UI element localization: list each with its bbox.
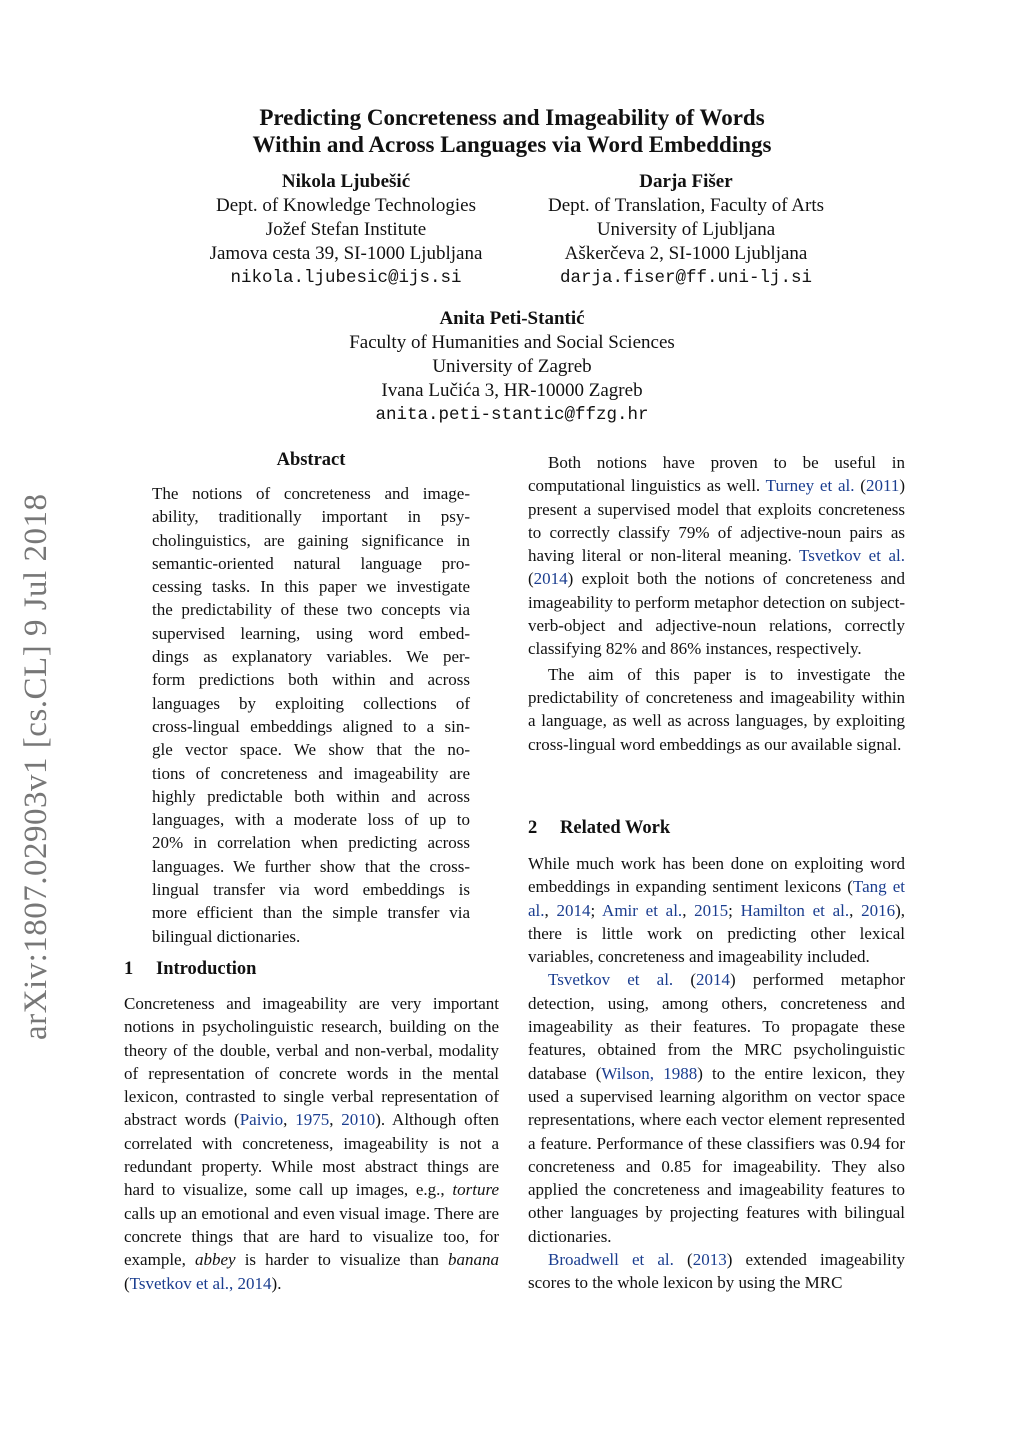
author-block-2 xyxy=(522,170,850,290)
citation-link[interactable]: 2015 xyxy=(694,900,729,920)
abstract-body xyxy=(152,482,470,948)
section-title: Introduction xyxy=(156,959,257,979)
abstract-line: The notions of concreteness and image- xyxy=(152,484,470,503)
related-work-body xyxy=(528,852,905,1295)
abstract-line: tions of concreteness and imageability are xyxy=(152,763,470,783)
right-column-intro xyxy=(528,451,905,756)
abstract-line: languages, with a moderate loss of up to xyxy=(152,810,470,830)
citation-link[interactable]: 2014 xyxy=(533,569,568,589)
abstract-line: semantic-oriented natural language pro- xyxy=(152,553,470,573)
citation-link[interactable]: Tang et al. xyxy=(528,877,905,920)
abstract-line: cessing tasks. In this paper we investigate xyxy=(152,577,470,597)
section-number: 2 xyxy=(528,818,538,838)
citation-link[interactable]: 2010 xyxy=(341,1110,376,1130)
abstract-line: bilingual dictionaries. xyxy=(152,926,301,946)
paragraph: Broadwell et al. (2013) extended imageability scores to the whole lexicon by using the MRC xyxy=(528,1250,905,1293)
title-line-1: Predicting Concreteness and Imageability of Words xyxy=(259,105,765,130)
paragraph: Tsvetkov et al. (2014) performed metaphor detection, using, among others, concreteness and imageability as their features. To propagate these features, obtained from the MRC psycholinguistic database (Wilson, 1988) to the entire lexicon, they used a supervised learning algorithm on vector space representations, where each vector element represented a feature. Performance of these classifiers was 0.94 for concreteness and 0.85 for imageability. They also applied the concreteness and imageability features to other languages by projecting features with bilingual dictionaries. xyxy=(528,970,905,1246)
abstract-line: the predictability of these two concepts via xyxy=(152,600,470,620)
paragraph: Both notions have proven to be useful in computational linguistics as well. Turney et al. (2011) present a supervised model that exploits concreteness to correctly classify 79% of adjective-noun pairs as having literal or non-literal meaning. Tsvetkov et al. (2014) exploit both the notions of concreteness and imageability to perform metaphor detection on subject-verb-object and adjective-noun relations, correctly classifying 82% and 86% instances, respectively. xyxy=(528,453,905,659)
author-address: Ivana Lučića 3, HR-10000 Zagreb xyxy=(381,380,643,401)
paragraph: The aim of this paper is to investigate the predictability of concreteness and imageability within a language, as well as across languages, by exploiting cross-lingual word embeddings as our available signal. xyxy=(528,664,905,754)
section-heading-related-work xyxy=(528,816,670,840)
section-number: 1 xyxy=(124,959,134,979)
citation-link[interactable]: 2014 xyxy=(556,900,591,920)
abstract-line: cross-lingual embeddings aligned to a sin- xyxy=(152,716,470,736)
citation-link[interactable]: Hamilton et al. xyxy=(740,900,850,920)
author-affiliation: Faculty of Humanities and Social Sciences xyxy=(349,332,675,353)
author-name: Darja Fišer xyxy=(639,171,733,192)
citation-link[interactable]: 1975 xyxy=(295,1110,330,1130)
abstract-line: gle vector space. We show that the no- xyxy=(152,740,470,760)
abstract-line: cholinguistics, are gaining significance in xyxy=(152,530,470,550)
abstract-line: dings as explanatory variables. We per- xyxy=(152,647,470,667)
abstract-line: 20% in correlation when predicting across xyxy=(152,833,470,853)
citation-link[interactable]: Tsvetkov et al., 2014 xyxy=(129,1273,272,1293)
abstract-line: more efficient than the simple transfer via xyxy=(152,903,470,923)
author-email[interactable]: nikola.ljubesic@ijs.si xyxy=(230,268,462,288)
abstract-line: form predictions both within and across xyxy=(152,670,470,690)
author-email[interactable]: anita.peti-stantic@ffzg.hr xyxy=(375,405,649,425)
author-address: Aškerčeva 2, SI-1000 Ljubljana xyxy=(564,243,808,264)
author-affiliation: Dept. of Translation, Faculty of Arts xyxy=(547,195,825,216)
introduction-paragraph: Concreteness and imageability are very important notions in psycholinguistic research, building on the theory of the double, verbal and non-verbal, modality of representation of concrete words in the mental lexicon, contrasted to single verbal representation of abstract words (Paivio, 1975, 2010). Although often correlated with concreteness, imageability is not a redundant property. While most abstract things are hard to visualize, some call up images, e.g., torture calls up an emotional and even visual image. There are concrete things that are hard to visualize too, for example, abbey is harder to visualize than banana (Tsvetkov et al., 2014). xyxy=(124,994,500,1293)
author-email[interactable]: darja.fiser@ff.uni-lj.si xyxy=(559,268,813,288)
abstract-line: languages. We further show that the cross- xyxy=(152,856,470,876)
author-affiliation: University of Zagreb xyxy=(432,356,592,377)
citation-link[interactable]: Paivio xyxy=(239,1110,284,1130)
citation-link[interactable]: Turney et al. xyxy=(765,476,855,496)
paragraph: While much work has been done on exploiting word embeddings in expanding sentiment lexicons (Tang et al., 2014; Amir et al., 2015; Hamilton et al., 2016), there is little work on predicting other lexical variables, concreteness and imageability included. xyxy=(528,854,906,967)
abstract-line: languages by exploiting collections of xyxy=(152,693,470,713)
author-block-1 xyxy=(190,170,502,290)
section-title: Related Work xyxy=(560,818,671,838)
section-heading-introduction xyxy=(124,957,256,981)
author-name: Nikola Ljubešić xyxy=(281,171,411,192)
arxiv-identifier: arXiv:1807.02903v1 [cs.CL] 9 Jul 2018 xyxy=(18,493,54,1040)
abstract-heading: Abstract xyxy=(276,450,346,470)
abstract-line: supervised learning, using word embed- xyxy=(152,623,470,643)
paper-title xyxy=(112,104,912,158)
abstract-line: lingual transfer via word embeddings is xyxy=(152,880,470,900)
title-line-2: Within and Across Languages via Word Embeddings xyxy=(252,132,772,157)
author-affiliation: University of Ljubljana xyxy=(596,219,776,240)
author-address: Jamova cesta 39, SI-1000 Ljubljana xyxy=(209,243,483,264)
citation-link[interactable]: Wilson, 1988 xyxy=(601,1063,698,1083)
citation-link[interactable]: Broadwell et al. xyxy=(548,1250,674,1270)
citation-link[interactable]: 2016 xyxy=(861,900,896,920)
citation-link[interactable]: 2013 xyxy=(692,1250,727,1270)
author-affiliation: Jožef Stefan Institute xyxy=(265,219,427,240)
citation-link[interactable]: 2014 xyxy=(696,970,731,990)
citation-link[interactable]: Tsvetkov et al. xyxy=(548,970,674,990)
citation-link[interactable]: 2011 xyxy=(865,476,900,496)
citation-link[interactable]: Amir et al. xyxy=(602,900,683,920)
abstract-line: highly predictable both within and across xyxy=(152,786,470,806)
author-affiliation: Dept. of Knowledge Technologies xyxy=(215,195,477,216)
citation-link[interactable]: Tsvetkov et al. xyxy=(799,546,905,566)
abstract-line: ability, traditionally important in psy- xyxy=(152,507,470,527)
author-block-3 xyxy=(312,307,712,427)
author-name: Anita Peti-Stantić xyxy=(439,308,585,329)
